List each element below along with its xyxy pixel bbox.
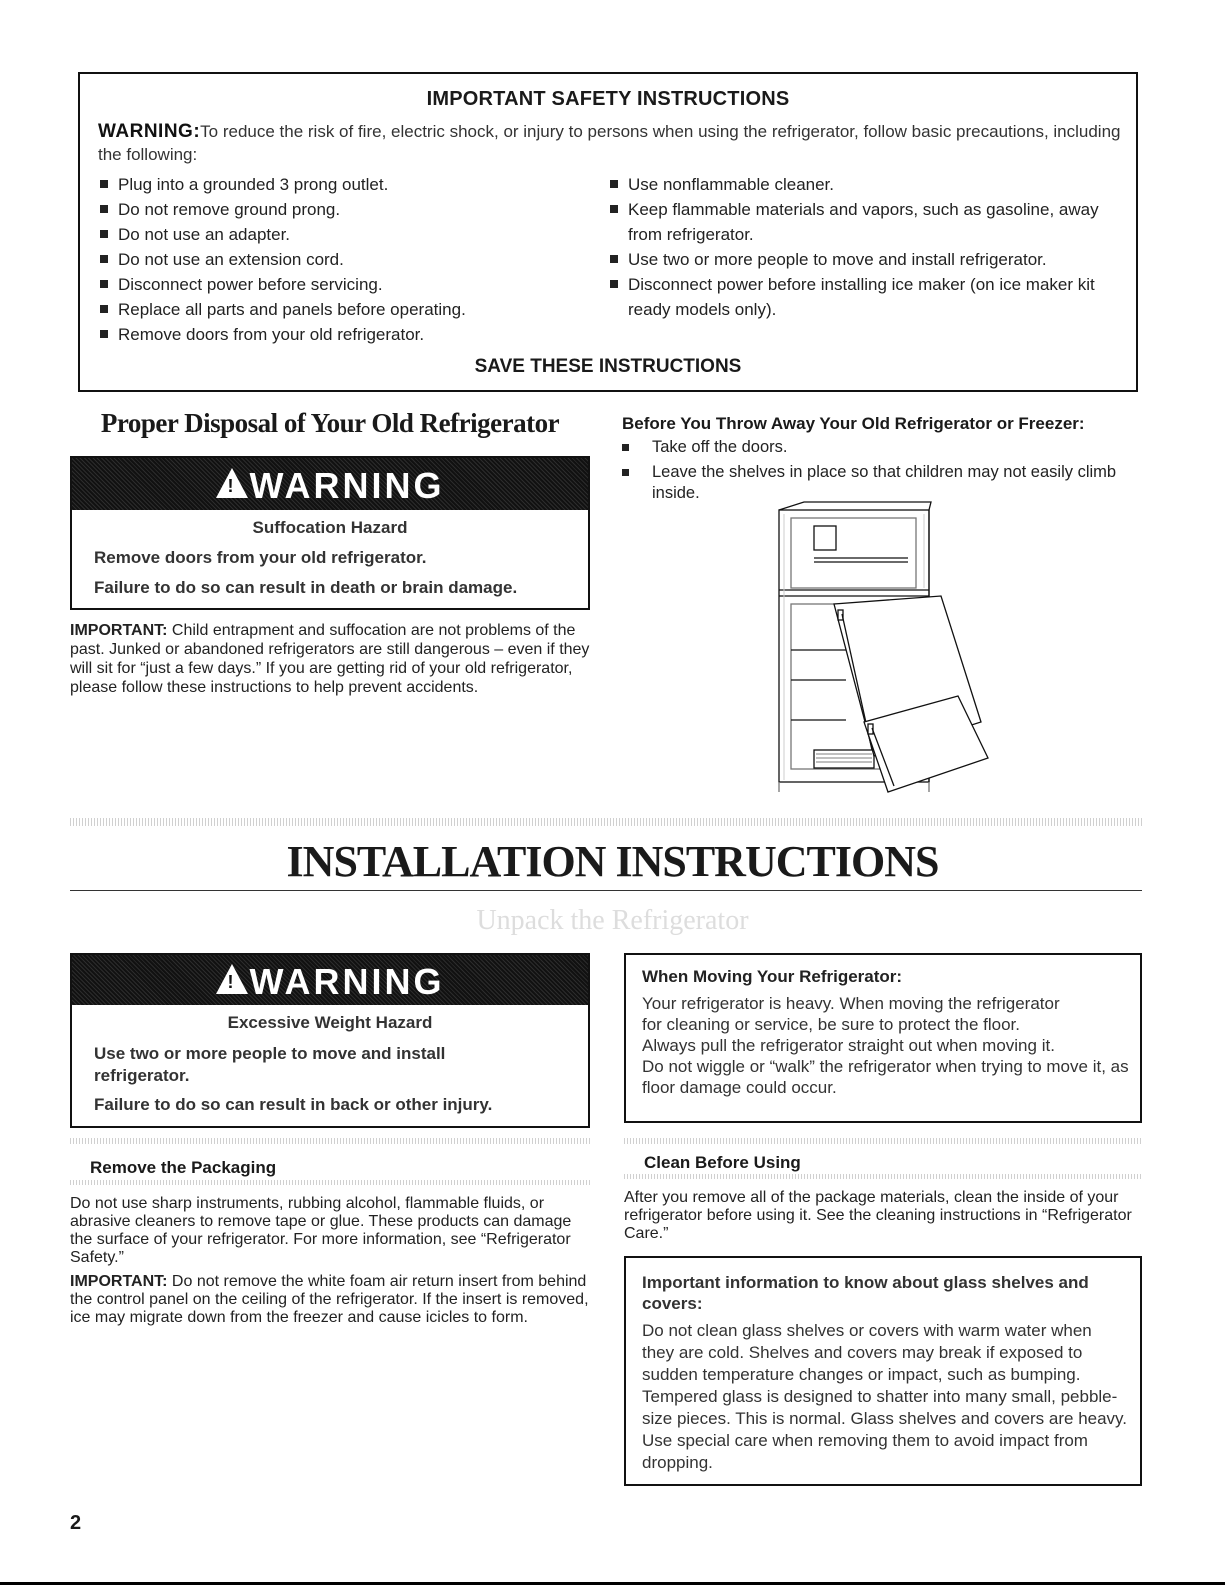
list-item: Keep flammable materials and vapors, such as gasoline, away from refrigerator. [608, 197, 1118, 247]
unpack-heading: Unpack the Refrigerator [476, 905, 749, 936]
weight-warning-box [70, 953, 590, 1128]
safety-title: IMPORTANT SAFETY INSTRUCTIONS [426, 88, 790, 110]
hazard-line: Failure to do so can result in back or other injury. [94, 1095, 493, 1114]
section-divider [70, 818, 1142, 826]
hazard-line: Failure to do so can result in death or brain damage. [94, 578, 518, 597]
list-item: Disconnect power before installing ice maker (on ice maker kit ready models only). [608, 272, 1118, 322]
moving-line: Always pull the refrigerator straight out when moving it. [642, 1036, 1055, 1055]
list-item: Take off the doors. [622, 437, 1142, 458]
list-item: Replace all parts and panels before operating. [98, 297, 598, 322]
glass-info-box [624, 1256, 1142, 1486]
warning-word: WARNING [249, 465, 445, 506]
list-item: Remove doors from your old refrigerator. [98, 322, 598, 347]
moving-line: for cleaning or service, be sure to protect the floor. [642, 1015, 1020, 1034]
packaging-body [70, 1195, 590, 1333]
section-divider [624, 1138, 1142, 1144]
hazard-line: Use two or more people to move and install refrigerator. [94, 1044, 446, 1085]
packaging-important [70, 1273, 590, 1327]
important-label: IMPORTANT: [70, 1273, 168, 1290]
list-item: Use two or more people to move and install refrigerator. [608, 247, 1118, 272]
list-item: Disconnect power before servicing. [98, 272, 598, 297]
moving-title: When Moving Your Refrigerator: [642, 967, 903, 986]
section-divider [70, 1138, 590, 1144]
section-divider [70, 1180, 590, 1185]
hazard-line: Remove doors from your old refrigerator. [94, 548, 427, 567]
important-label: IMPORTANT: [70, 622, 168, 639]
before-list [622, 437, 1142, 508]
disposal-important [70, 621, 590, 697]
list-item: Leave the shelves in place so that children may not easily climb inside. [622, 462, 1142, 504]
warning-word: WARNING [249, 961, 445, 1002]
packaging-paragraph: Do not use sharp instruments, rubbing alcohol, flammable fluids, or abrasive cleaners to remove tape or glue. These products can damage the surface of your refrigerator. For more information, see “Refrigerator Safety.” [70, 1195, 572, 1266]
hazard-title: Suffocation Hazard [252, 518, 408, 537]
moving-info-box [624, 953, 1142, 1123]
installation-heading: INSTALLATION INSTRUCTIONS [286, 837, 939, 886]
clean-body: After you remove all of the package materials, clean the inside of your refrigerator before using it. See the cleaning instructions in “Refrigerator Care.” [624, 1189, 1132, 1242]
disposal-heading: Proper Disposal of Your Old Refrigerator [100, 408, 560, 438]
glass-title: Important information to know about glass shelves and covers: [642, 1273, 1089, 1313]
hazard-title: Excessive Weight Hazard [227, 1013, 433, 1032]
warning-triangle-icon: ! [216, 468, 248, 498]
refrigerator-doors-removed-illustration [776, 500, 996, 795]
list-item: Do not use an adapter. [98, 222, 598, 247]
important-text: Do not remove the white foam air return insert from behind the control panel on the ceiling of the refrigerator. If the insert is removed, ice may migrate down from the freezer and cause icicles to form. [70, 1273, 589, 1326]
packaging-heading: Remove the Packaging [90, 1158, 277, 1177]
before-heading: Before You Throw Away Your Old Refrigerator or Freezer: [622, 414, 1085, 433]
heading-rule [70, 890, 1142, 891]
safety-warning [98, 120, 1128, 166]
save-instructions: SAVE THESE INSTRUCTIONS [474, 356, 742, 377]
safety-list-right [608, 172, 1118, 322]
safety-instructions-box [78, 72, 1138, 392]
moving-body [642, 993, 1130, 1098]
page-number: 2 [70, 1512, 82, 1534]
warning-label: WARNING: [98, 121, 201, 142]
list-item: Use nonflammable cleaner. [608, 172, 1118, 197]
moving-line: Your refrigerator is heavy. When moving the refrigerator [642, 994, 1060, 1013]
list-item: Do not use an extension cord. [98, 247, 598, 272]
warning-text: To reduce the risk of fire, electric shock, or injury to persons when using the refrigerator, follow basic precautions, including the following: [98, 122, 1121, 164]
warning-banner [72, 955, 588, 1005]
clean-heading: Clean Before Using [644, 1153, 801, 1172]
section-divider [624, 1174, 1142, 1179]
suffocation-warning-box [70, 456, 590, 610]
warning-banner [72, 458, 588, 510]
moving-line: Do not wiggle or “walk” the refrigerator when trying to move it, as floor damage could occur. [642, 1057, 1129, 1097]
warning-triangle-icon: ! [216, 964, 248, 994]
list-item: Do not remove ground prong. [98, 197, 598, 222]
glass-body: Do not clean glass shelves or covers with warm water when they are cold. Shelves and covers may break if exposed to sudden temperature changes or impact, such as bumping. Tempered glass is designed to shatter into many small, pebble-size pieces. This is normal. Glass shelves and covers are heavy. Use special care when removing them to avoid impact from dropping. [642, 1321, 1128, 1472]
safety-list-left [98, 172, 598, 347]
important-text: Child entrapment and suffocation are not problems of the past. Junked or abandoned refrigerators are still dangerous – even if they will sit for “just a few days.” If you are getting rid of your old refrigerator, please follow these instructions to help prevent accidents. [70, 622, 590, 696]
list-item: Plug into a grounded 3 prong outlet. [98, 172, 598, 197]
